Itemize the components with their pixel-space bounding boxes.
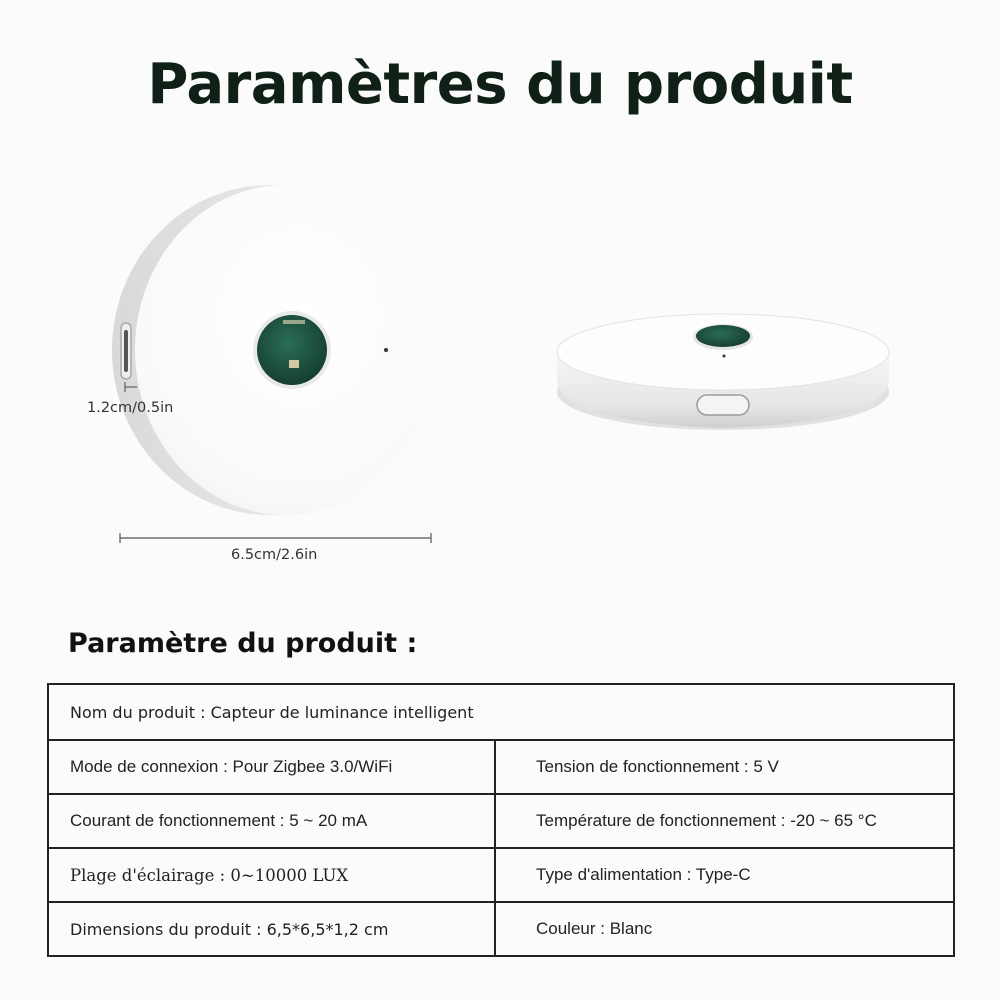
spec-current: Courant de fonctionnement : 5 ~ 20 mA [48, 794, 495, 848]
table-row [48, 740, 954, 794]
spec-product-name: Nom du produit : Capteur de luminance intelligent [48, 684, 954, 740]
spec-power-type: Type d'alimentation : Type-C [495, 848, 954, 902]
width-dimension-label: 6.5cm/2.6in [231, 547, 318, 563]
table-row [48, 794, 954, 848]
product-illustration [0, 160, 1000, 590]
table-row [48, 902, 954, 956]
device-side-view [557, 314, 889, 430]
table-row [48, 684, 954, 740]
spec-color: Couleur : Blanc [495, 902, 954, 956]
spec-table [47, 683, 955, 957]
light-sensor-icon [257, 315, 327, 385]
spec-temperature: Température de fonctionnement : -20 ~ 65 °C [495, 794, 954, 848]
device-front-view [112, 185, 435, 543]
light-sensor-icon [696, 325, 750, 347]
specs-heading: Paramètre du produit : [68, 628, 418, 659]
height-dimension-label: 1.2cm/0.5in [87, 400, 174, 416]
spec-lighting-range: Plage d'éclairage : 0~10000 LUX [48, 848, 495, 902]
spec-dimensions: Dimensions du produit : 6,5*6,5*1,2 cm [48, 902, 495, 956]
page-title: Paramètres du produit [147, 52, 853, 117]
spec-connection-mode: Mode de connexion : Pour Zigbee 3.0/WiFi [48, 740, 495, 794]
usb-c-port-icon [697, 395, 749, 415]
product-images [0, 160, 1000, 590]
table-row [48, 848, 954, 902]
spec-voltage: Tension de fonctionnement : 5 V [495, 740, 954, 794]
